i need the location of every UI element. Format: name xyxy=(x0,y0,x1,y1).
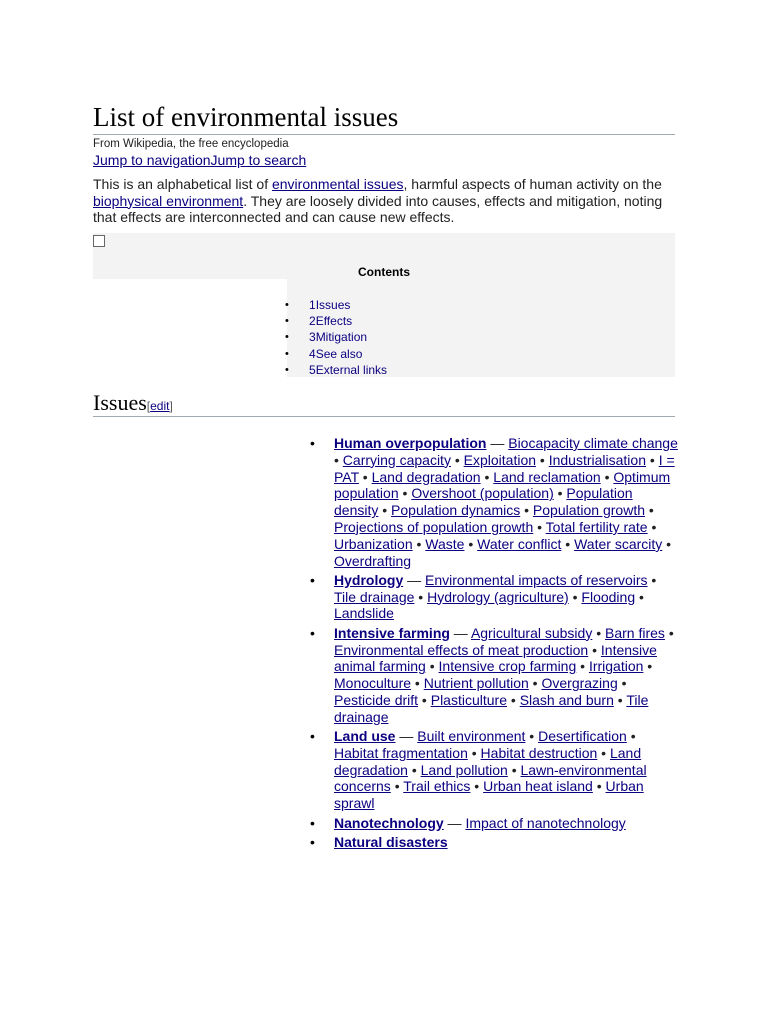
dash-separator: — xyxy=(486,435,509,451)
toc-item[interactable] xyxy=(287,346,387,362)
bullet-separator: • xyxy=(597,744,610,761)
issue-topic-link[interactable]: Total fertility rate xyxy=(545,518,648,535)
bullet-separator: • xyxy=(626,728,636,745)
bullet-separator: • xyxy=(588,641,601,658)
issue-topic-link[interactable]: Population growth xyxy=(532,502,645,519)
issue-topic-link[interactable]: Flooding xyxy=(581,588,636,605)
issue-heading-link[interactable]: Nanotechnology xyxy=(334,814,444,831)
issue-topic-link[interactable]: Overdrafting xyxy=(334,552,412,569)
issue-topic-link[interactable]: Built environment xyxy=(417,728,526,745)
issue-topic-link[interactable]: Carrying capacity xyxy=(342,451,451,468)
intro-paragraph xyxy=(93,176,681,226)
dash-separator: — xyxy=(449,624,471,641)
bullet-separator: • xyxy=(592,624,606,641)
issue-topic-link[interactable]: Habitat destruction xyxy=(480,744,598,761)
issue-topic-link[interactable]: Water conflict xyxy=(477,535,562,552)
issue-topic-link[interactable]: Environmental effects of meat production xyxy=(334,641,589,658)
section-heading-issues xyxy=(93,390,675,417)
bullet-separator: • xyxy=(520,502,533,519)
bullet-separator: • xyxy=(378,502,392,519)
bullet-separator: • xyxy=(450,451,464,468)
intro-text: . They are loosely divided into causes, effects and mitigation, noting that effects are interconnected and can cause new effects. xyxy=(93,192,663,225)
issue-topic-link[interactable]: Lawn-environmental concerns xyxy=(334,761,647,795)
bullet-separator: • xyxy=(398,485,412,502)
edit-section xyxy=(147,399,173,413)
issue-topic-link[interactable]: Projections of population growth xyxy=(334,518,534,535)
bullet-separator: • xyxy=(390,778,404,795)
toc-header xyxy=(93,233,675,279)
issue-topic-link[interactable]: Industrialisation xyxy=(548,451,646,468)
bullet-separator: • xyxy=(647,571,657,588)
bullet-separator: • xyxy=(645,502,654,519)
bracket: ] xyxy=(169,399,173,413)
issue-topic-link[interactable]: Overshoot (population) xyxy=(411,485,554,502)
toc-item-label[interactable]: See also xyxy=(315,346,363,361)
issues-list xyxy=(334,435,679,853)
tagline: From Wikipedia, the free encyclopedia xyxy=(93,138,289,150)
dash-separator: — xyxy=(443,814,466,831)
bullet-separator: • xyxy=(407,761,421,778)
issue-list-item xyxy=(334,728,679,812)
toc-body xyxy=(287,279,675,377)
issue-topic-link[interactable]: Intensive crop farming xyxy=(438,658,577,675)
issue-topic-link[interactable]: Impact of nanotechnology xyxy=(465,814,626,831)
issue-heading-link[interactable]: Intensive farming xyxy=(334,624,450,641)
toc-toggle-checkbox[interactable] xyxy=(93,235,105,247)
bullet-separator: • xyxy=(507,761,521,778)
issue-topic-link[interactable]: Biocapacity climate change xyxy=(508,435,678,451)
toc-item[interactable] xyxy=(287,313,387,329)
dash-separator: — xyxy=(403,571,426,588)
intro-text: , harmful aspects of human activity on the xyxy=(403,176,662,192)
issue-topic-link[interactable]: Land pollution xyxy=(420,761,508,778)
bullet-separator: • xyxy=(507,691,520,708)
issue-list-item xyxy=(334,625,679,726)
issue-topic-link[interactable]: Pesticide drift xyxy=(334,691,419,708)
toc-item[interactable] xyxy=(287,297,387,313)
issue-topic-link[interactable]: Slash and burn xyxy=(519,691,614,708)
environmental-issues-link[interactable]: environmental issues xyxy=(271,176,404,192)
toc-item[interactable] xyxy=(287,329,387,345)
toc-item-label[interactable]: Issues xyxy=(315,298,351,312)
issue-topic-link[interactable]: Exploitation xyxy=(463,451,537,468)
bullet-separator: • xyxy=(553,485,567,502)
issue-list-item xyxy=(334,435,679,569)
jump-to-search-link[interactable]: Jump to search xyxy=(210,152,307,168)
bullet-separator: • xyxy=(425,658,439,675)
dash-separator: — xyxy=(395,728,418,745)
issue-heading-link[interactable]: Natural disasters xyxy=(334,833,448,850)
issue-topic-link[interactable]: Habitat fragmentation xyxy=(334,744,468,761)
issue-list-item xyxy=(334,572,679,622)
toc-list xyxy=(287,297,387,378)
bullet-separator: • xyxy=(464,535,478,552)
bullet-separator: • xyxy=(635,588,644,605)
bullet-separator: • xyxy=(647,518,657,535)
issue-topic-link[interactable]: Agricultural subsidy xyxy=(470,624,593,641)
bullet-separator: • xyxy=(617,675,627,692)
bullet-separator: • xyxy=(418,691,431,708)
issue-topic-link[interactable]: Water scarcity xyxy=(574,535,663,552)
issue-topic-link[interactable]: I = PAT xyxy=(334,451,675,485)
issue-topic-link[interactable]: Plasticulture xyxy=(430,691,507,708)
issue-list-item xyxy=(334,834,679,851)
bullet-separator: • xyxy=(533,518,546,535)
issue-topic-link[interactable]: Overgrazing xyxy=(541,675,618,692)
section-title: Issues xyxy=(93,390,147,415)
issue-topic-link[interactable]: Monoculture xyxy=(334,675,412,692)
issue-topic-link[interactable]: Intensive animal farming xyxy=(334,641,657,675)
bullet-separator: • xyxy=(600,468,614,485)
toc-item-label[interactable]: Mitigation xyxy=(315,330,368,345)
issue-topic-link[interactable]: Tile drainage xyxy=(334,588,415,605)
bullet-separator: • xyxy=(576,658,589,675)
bullet-separator: • xyxy=(411,675,424,692)
issue-topic-link[interactable]: Irrigation xyxy=(588,658,644,675)
issue-topic-link[interactable]: Barn fires xyxy=(605,624,665,641)
issue-topic-link[interactable]: Optimum population xyxy=(334,468,671,502)
toc-item-label[interactable]: External links xyxy=(315,362,388,377)
toc-item-number: 5 xyxy=(309,362,316,377)
bracket: [ xyxy=(146,399,151,413)
bullet-separator: • xyxy=(528,675,542,692)
bullet-separator: • xyxy=(414,588,428,605)
toc-item-number: 3 xyxy=(309,330,316,345)
issue-topic-link[interactable]: Trail ethics xyxy=(403,778,471,795)
bullet-separator: • xyxy=(592,778,606,795)
bullet-separator: • xyxy=(358,468,372,485)
toc-item-number: 2 xyxy=(309,314,316,329)
issue-topic-link[interactable]: Population dynamics xyxy=(391,502,521,519)
bullet-separator: • xyxy=(467,744,481,761)
issue-topic-link[interactable]: Hydrology (agriculture) xyxy=(427,588,569,605)
bullet-separator: • xyxy=(662,535,672,552)
bullet-separator: • xyxy=(536,451,549,468)
issue-topic-link[interactable]: Urban heat island xyxy=(483,778,593,795)
bullet-separator: • xyxy=(525,728,539,745)
issue-topic-link[interactable]: Landslide xyxy=(334,605,394,622)
issue-topic-link[interactable]: Population density xyxy=(334,485,633,519)
bullet-separator: • xyxy=(334,451,343,468)
issue-topic-link[interactable]: Land degradation xyxy=(334,744,642,778)
toc-title: Contents xyxy=(358,265,410,279)
issue-topic-link[interactable]: Tile drainage xyxy=(334,691,649,725)
issue-heading-link[interactable]: Hydrology xyxy=(334,571,404,588)
toc-item[interactable] xyxy=(287,362,387,378)
jump-to-navigation-link[interactable]: Jump to navigation xyxy=(93,152,211,168)
bullet-separator: • xyxy=(613,691,627,708)
issue-topic-link[interactable]: Urban sprawl xyxy=(334,778,644,812)
issue-topic-link[interactable]: Land reclamation xyxy=(493,468,601,485)
biophysical-environment-link[interactable]: biophysical environment xyxy=(93,192,244,209)
edit-link[interactable]: edit xyxy=(150,399,170,413)
issue-topic-link[interactable]: Environmental impacts of reservoirs xyxy=(425,571,648,588)
issue-heading-link[interactable]: Human overpopulation xyxy=(334,435,487,451)
issue-heading-link[interactable]: Land use xyxy=(334,728,396,745)
bullet-separator: • xyxy=(643,658,653,675)
jump-links xyxy=(93,152,306,168)
toc-item-number: 4 xyxy=(309,346,316,361)
bullet-separator: • xyxy=(412,535,426,552)
issue-topic-link[interactable]: Urbanization xyxy=(334,535,413,552)
bullet-separator: • xyxy=(480,468,494,485)
bullet-separator: • xyxy=(664,624,674,641)
issue-topic-link[interactable]: Waste xyxy=(425,535,465,552)
issue-list-item xyxy=(334,815,679,832)
issue-topic-link[interactable]: Nutrient pollution xyxy=(423,675,529,692)
bullet-separator: • xyxy=(470,778,484,795)
toc-item-number: 1 xyxy=(309,298,316,312)
page-title: List of environmental issues xyxy=(93,100,675,135)
table-of-contents xyxy=(93,233,675,377)
bullet-separator: • xyxy=(568,588,582,605)
issue-topic-link[interactable]: Land degradation xyxy=(371,468,481,485)
intro-text: This is an alphabetical list of xyxy=(93,176,272,192)
bullet-separator: • xyxy=(646,451,659,468)
bullet-separator: • xyxy=(561,535,575,552)
issue-topic-link[interactable]: Desertification xyxy=(538,728,627,745)
toc-item-label[interactable]: Effects xyxy=(315,314,353,329)
